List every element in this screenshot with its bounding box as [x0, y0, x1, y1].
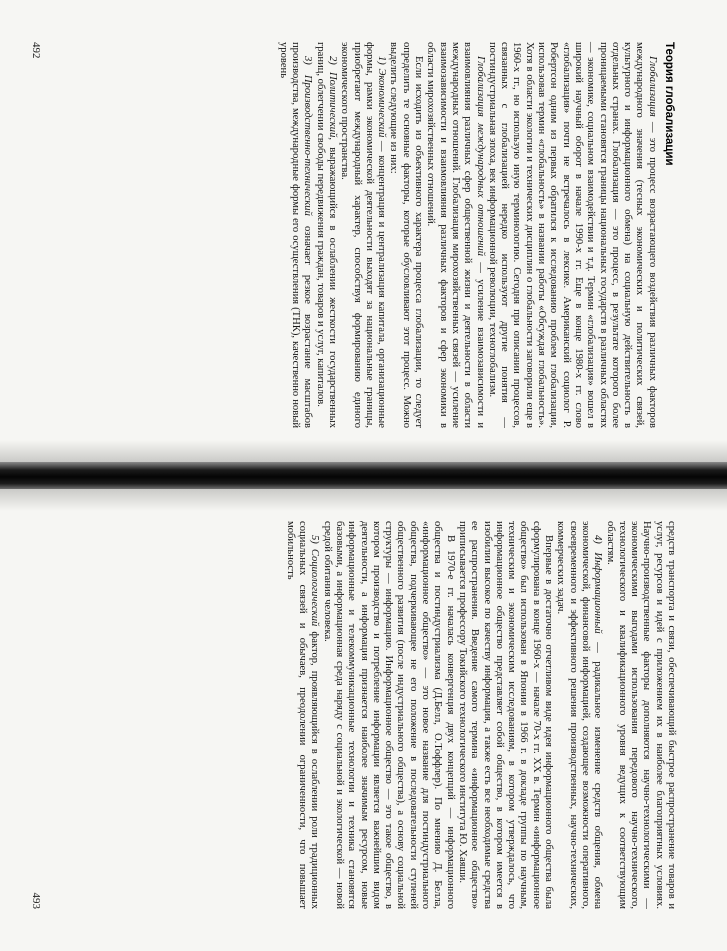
term: 3) Производственно-технический [302, 56, 314, 216]
paragraph: Глобализация — это процесс возрастающего воздействия различных факторов международного значения (тесных экономических и политических связей, культурного и информационного обмена) на социальную действительность в отдельных странах. Глобализация — это процесс, в результате которого более проницаемыми становятся границы национальных государств в различных областях — экономике, социальном взаимодействии и т.д. Термин «глобализация» вошел в широкий научный оборот в начале 1990-х гг. Еще в конце 1980-х гг. слово «глобализация» почти не встречалось в лексике. Американский социолог Р. Робертсон одним из первых обратился к исследованию проблем глобализации, использовав термин «глобальность» в названии работы «Обсуждая глобальность». Хотя в области экологии и технических дисциплин о глобальности заговорили еще в 1960-х гг., но использую иную терминологию. Сегодня при описании процессов, связанных с глобализацией нередко используют другие понятия — постиндустриальная эпоха, век информационной революции, технoглобализм. [486, 42, 658, 428]
left-page-text-column [277, 42, 676, 428]
paragraph: В 1970-е гг. началась конвергенция двух концепций — информационного общества и постиндустриализма (Д.Белл, О.Тоффлер). По мнению Д. Белла, «информационное общество» — это новое название для постиндустриального общества, подчеркивающее не его положение в последовательности ступеней общественного развития (после индустриального общества), а основу социальной структуры — информацию. Информационное общество — это такое общество, в котором производство и потребление информации является важнейшим видом деятельности, а информация признается наиболее значимым ресурсом, новые информационные и телекоммуникационные технологии и техника становятся базовыми, а информационная среда наряду с социальной и экологической — новой средой обитания человека. [321, 521, 456, 909]
gutter-shadow [0, 489, 727, 511]
paragraph: Если исходить из объективного характера процесса глобализации, то следует определить те основные факторы, которые обусловливают этот процесс. Можно выделить следующие из них: [388, 42, 425, 428]
paragraph: 3) Производственно-технический означает резкое возрастание масштабов производства, международные формы его осуществления (ТНК), качественно новый уровень [277, 42, 314, 429]
paragraph: 1) Экономический — концентрация и централизация капитала, организационные формы, рамки экономической деятельности выходят за национальные границы, приобретают международный характер, способствуя формированию единого экономического пространства. [339, 42, 388, 428]
right-page-text-column [284, 521, 678, 909]
paragraph: Глобализация международных отношений — усиление взаимозависимости и взаимовлияния различных сфер общественной жизни и деятельности в области международных отношений. Глобализация мирохозяйственных связей — усиление взаимозависимости и взаимовлияния различных факторов и сфер экономики в области мирохозяйственных отношений. [425, 42, 486, 428]
term: 5) Социологический [309, 535, 321, 627]
page-number: 492 [30, 42, 42, 59]
paragraph: средств транспорта и связи, обеспечивающий быстрое распространение товаров и услуг, ресурсов и идей с приложением их в наиболее благоприятных условиях. Научно-производственные факторы дополняются научно-технологическими — экономическими выгодами использования передового научно-технического, технологического и квалификационного уровня ведущих к соответствующим областям. [604, 521, 677, 909]
term: 2) Политический [326, 56, 338, 138]
book-gutter [0, 462, 727, 489]
term: 1) Экономический [376, 56, 388, 138]
page-number: 493 [30, 892, 42, 909]
paragraph: 5) Социологический фактор, проявляющийся в ослаблении роли традиционных социальных связей и обычаев, преодолении ограниченности, что повышает мобильность [284, 521, 321, 909]
term: Глобализация [646, 56, 658, 117]
paragraph: 2) Политический, выражающийся в ослаблении жесткости государственных границ, облегчении свободы передвижения граждан, товаров и услуг, капиталов. [314, 42, 338, 428]
gutter-shadow [0, 440, 727, 462]
term: Глобализация международных отношений [474, 56, 486, 257]
paragraph: Впервые в достаточно отчетливом виде идея информационного общества была сформулирована в конце 1960-х — начале 70-х гг. XX в. Термин «информационное общество» был использован в Японии в 1966 г. в докладе группы по научным, техническим и экономическим исследованиям, в котором утверждалось, что информационное общество представляет собой общество, в котором имеется в изобилии высокое по качеству информация, а также есть все необходимые средства ее распространения. Введение самого термина «информационное общество» приписывается профессору Токийского технологического института Ю. Хаяши. [456, 521, 555, 909]
left-page [0, 0, 727, 462]
term: 4) Информационный [592, 535, 604, 634]
right-page [0, 489, 727, 951]
section-heading: Теория глобализации [663, 42, 675, 166]
paragraph: 4) Информационный — радикальное изменение средств общения, обмена экономической, финансовой информацией, создающее возможности оперативного, своевременного и эффективного решения производственных, научно-технических, коммерческих задач. [555, 521, 604, 909]
